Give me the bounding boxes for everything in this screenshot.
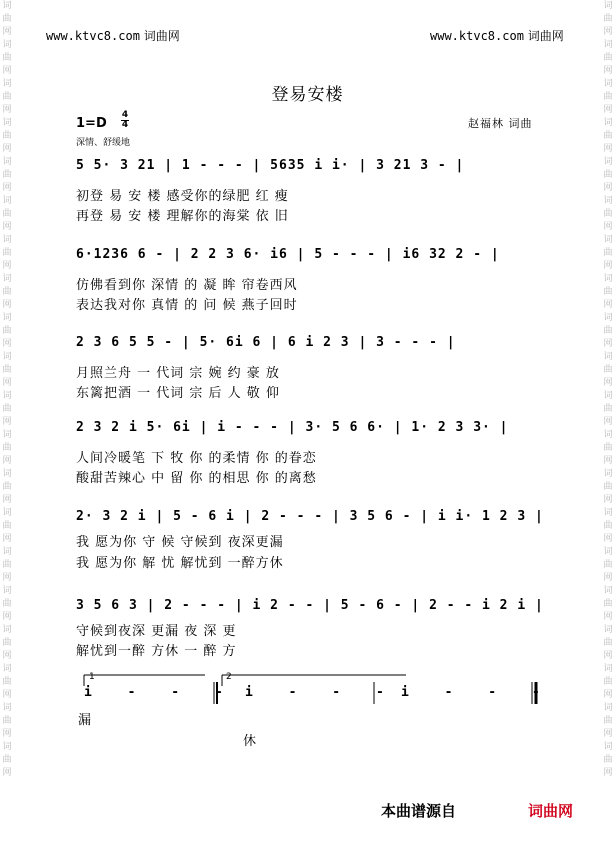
- music-system-7: [0, 668, 615, 748]
- left-watermark-strip: 词曲网词曲网词曲网词曲网词曲网词曲网词曲网词曲网词曲网词曲网词曲网词曲网词曲网词曲网词曲网词曲网词曲网词曲网词曲网词曲网: [2, 1, 12, 778]
- volta-1-number: 1: [89, 672, 95, 682]
- lyrics-verse-2: 再登 易 安 楼 理解你的海棠 依 旧: [76, 209, 289, 224]
- lyrics-verse-2: 东篱把酒 一 代词 宗 后 人 敬 仰: [76, 386, 280, 401]
- music-system-6: [0, 592, 615, 662]
- url-watermark-right[interactable]: [430, 27, 564, 44]
- notation-line: 3 5 6 3 | 2 - - - | i 2 - - | 5 - 6 - | 2 - - i 2 i |: [76, 598, 544, 613]
- lyrics-verse-2: 酸甜苦辣心 中 留 你 的相思 你 的离愁: [76, 471, 317, 486]
- lyrics-verse-2: 解忧到一醉 方休 一 醉 方: [76, 644, 237, 659]
- url-text: www.ktvc8.com: [46, 29, 140, 43]
- key-signature: 1=D: [76, 116, 107, 131]
- tempo-marking: 深情、舒缓地: [76, 138, 131, 148]
- notation-line: 6·1236 6 - | 2 2 3 6· i6 | 5 - - - | i6 32 2 - |: [76, 247, 500, 262]
- author-credit: 赵福林 词曲: [468, 117, 533, 130]
- lyrics-verse-1: 守候到夜深 更漏 夜 深 更: [76, 624, 237, 639]
- notation-line: 2 3 2 i 5· 6i | i - - - | 3· 5 6 6· | 1· 2 3 3· |: [76, 420, 509, 435]
- notation-ending-2a: i - - -: [245, 685, 398, 700]
- time-denominator: 4: [121, 120, 129, 130]
- lyrics-verse-1: 初登 易 安 楼 感受你的绿肥 红 瘦: [76, 189, 289, 204]
- notation-line: 2· 3 2 i | 5 - 6 i | 2 - - - | 3 5 6 - | i i· 1 2 3 |: [76, 509, 544, 524]
- time-numerator: 4: [121, 110, 129, 120]
- source-label: 本曲谱源自: [381, 802, 457, 820]
- music-system-2: [0, 241, 615, 311]
- notation-ending-2b: i - - -: [401, 685, 554, 700]
- lyrics-ending-1: 漏: [78, 713, 93, 728]
- right-watermark-strip: 词曲网词曲网词曲网词曲网词曲网词曲网词曲网词曲网词曲网词曲网词曲网词曲网词曲网词曲网词曲网词曲网词曲网词曲网词曲网词曲网: [603, 1, 613, 778]
- music-system-1: [0, 152, 615, 222]
- url-watermark-left[interactable]: [46, 27, 180, 44]
- time-signature: [121, 111, 129, 130]
- notation-line: 2 3 6 5 5 - | 5· 6i 6 | 6 i 2 3 | 3 - - - |: [76, 335, 456, 350]
- lyrics-verse-2: 我 愿为你 解 忧 解忧到 一醉方休: [76, 556, 284, 571]
- lyrics-verse-1: 月照兰舟 一 代词 宗 婉 约 豪 放: [76, 366, 280, 381]
- brand-logo-text[interactable]: 词曲网: [528, 802, 574, 820]
- lyrics-ending-2: 休: [243, 734, 258, 749]
- lyrics-verse-2: 表达我对你 真情 的 问 候 燕子回时: [76, 298, 298, 313]
- lyrics-verse-1: 仿佛看到你 深情 的 凝 眸 帘卷西风: [76, 278, 298, 293]
- url-cn-text: 词曲网: [527, 29, 564, 43]
- music-system-3: [0, 329, 615, 399]
- music-system-4: [0, 414, 615, 484]
- url-text: www.ktvc8.com: [430, 29, 524, 43]
- notation-ending-1: i - - -: [84, 685, 237, 700]
- notation-line: 5 5· 3 21 | 1 - - - | 5635 i i· | 3 21 3 - |: [76, 158, 465, 173]
- music-system-5: [0, 505, 615, 575]
- url-cn-text: 词曲网: [143, 29, 180, 43]
- volta-2-number: 2: [226, 672, 232, 682]
- lyrics-verse-1: 我 愿为你 守 候 守候到 夜深更漏: [76, 535, 284, 550]
- song-title: 登易安楼: [271, 85, 344, 105]
- lyrics-verse-1: 人间冷暖笔 下 牧 你 的柔情 你 的眷恋: [76, 451, 317, 466]
